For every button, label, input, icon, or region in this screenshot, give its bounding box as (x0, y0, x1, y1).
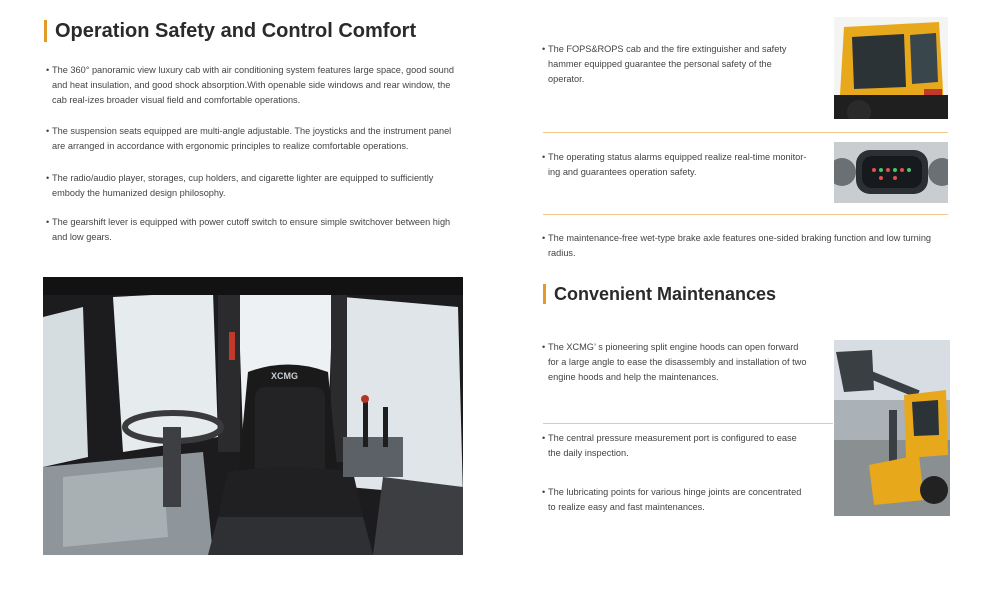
bullet-gearshift: • The gearshift lever is equipped with power cutoff switch to ensure simple switchover between high and low gears. (46, 217, 451, 242)
cab-exterior-photo (834, 17, 948, 119)
instrument-panel-photo (834, 142, 948, 203)
bullet-radio-storage: • The radio/audio player, storages, cup holders, and cigarette lighter are equipped to sufficiently embody the humanized design philosophy. (46, 173, 434, 198)
bullet-status-alarms: • The operating status alarms equipped realize real-time monitor-ing and guarantees operation safety. (542, 152, 807, 177)
bullet-suspension-seat: • The suspension seats equipped are multi-angle adjustable. The joysticks and the instrument panel are arranged in accordance with ergonomic principles to realize comfortable operations. (46, 126, 452, 151)
xcmg-seat-logo: XCMG (271, 371, 298, 381)
bullet-fops-rops: • The FOPS&ROPS cab and the fire extinguisher and safety hammer equipped guarantee the personal safety of the operator. (542, 44, 787, 84)
divider-2 (543, 214, 948, 215)
section-title-operation-safety: Operation Safety and Control Comfort (44, 20, 416, 42)
cab-interior-photo (43, 277, 463, 555)
backhoe-loader-photo (834, 340, 950, 516)
bullet-engine-hoods: • The XCMG’ s pioneering split engine hoods can open forward for a large angle to ease the disassembly and installation of two engine hoods and help the maintenances. (542, 342, 807, 382)
bullet-cab-view: • The 360° panoramic view luxury cab with air conditioning system features large space, good sound and heat insulation, and good shock absorption.With openable side windows and rear window, the cab real-izes broader visual field and comfortable operations. (46, 65, 455, 105)
divider-3 (543, 423, 833, 424)
divider-1 (543, 132, 948, 133)
bullet-brake-axle: • The maintenance-free wet-type brake axle features one-sided braking function and low turning radius. (542, 233, 932, 258)
bullet-lubricating-points: • The lubricating points for various hinge joints are concentrated to realize easy and fast maintenances. (542, 487, 802, 512)
bullet-pressure-port: • The central pressure measurement port is configured to ease the daily inspection. (542, 433, 797, 458)
section-title-maintenance: Convenient Maintenances (543, 284, 776, 304)
